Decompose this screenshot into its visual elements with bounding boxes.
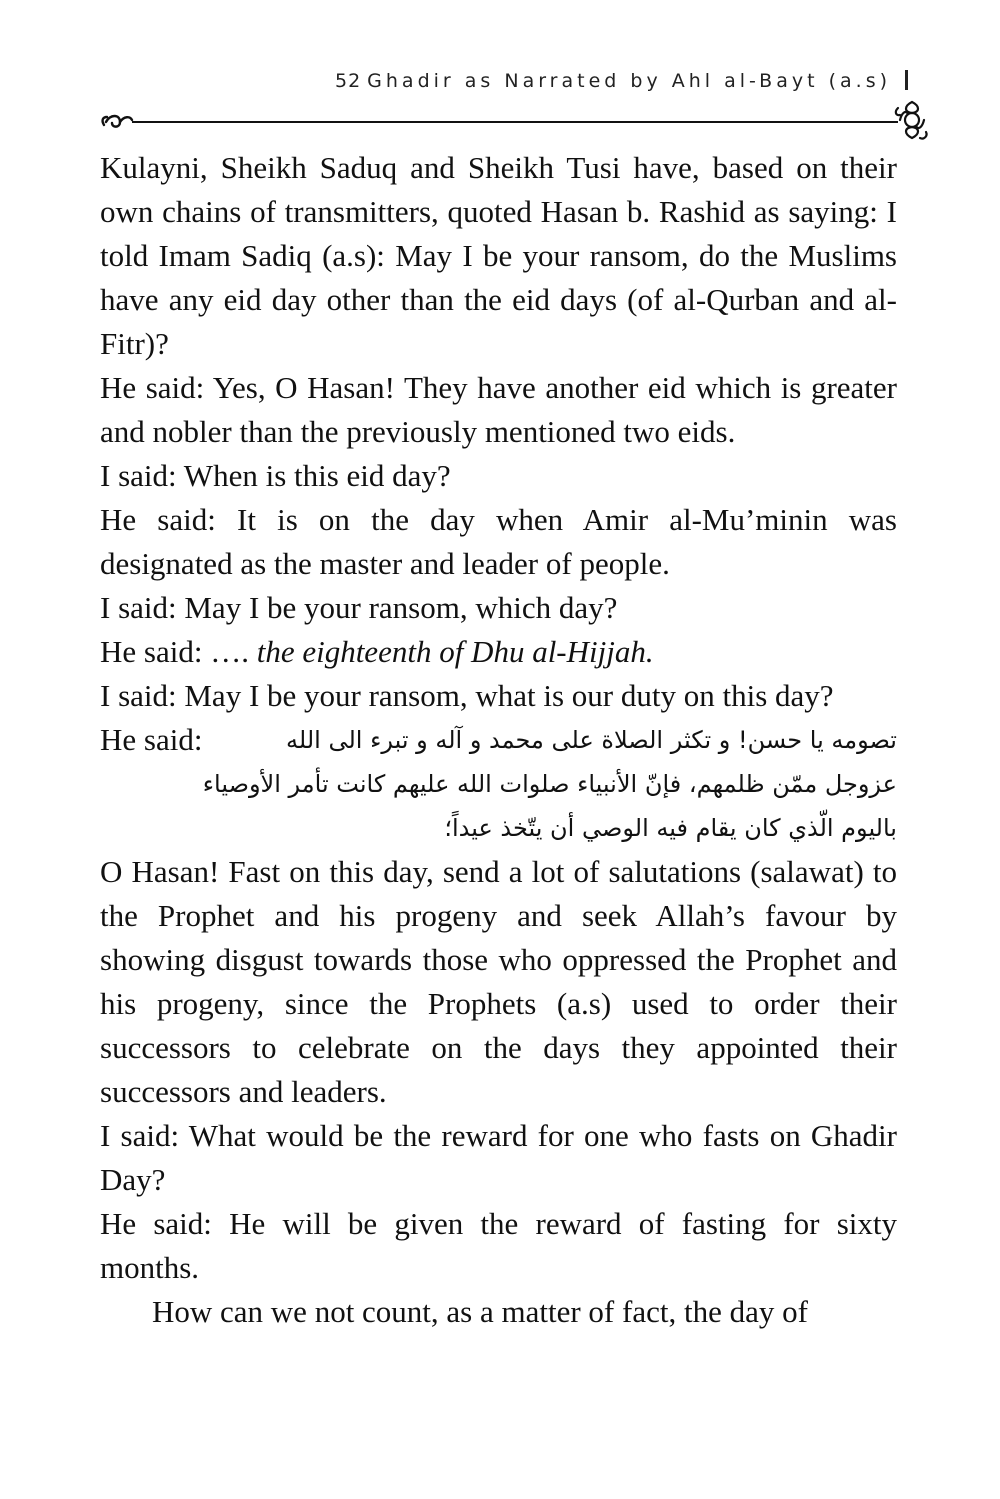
paragraph-question-4: I said: May I be your ransom, what is our duty on this day? bbox=[100, 678, 834, 713]
arabic-quotation bbox=[100, 718, 897, 850]
reply-3-italic: the eighteenth of Dhu al-Hijjah. bbox=[256, 634, 654, 669]
paragraph-intro: Kulayni, Sheikh Saduq and Sheikh Tusi have, based on their own chains of transmitters, quoted Hasan b. Rashid as saying: I told Imam Sadiq (a.s): May I be your ransom, do the Muslims have any eid day other than the eid days (of al-Qurban and al-Fitr)? bbox=[100, 150, 897, 361]
paragraph-reply-5: He said: He will be given the reward of fasting for sixty months. bbox=[100, 1206, 897, 1285]
paragraph-translation: O Hasan! Fast on this day, send a lot of salutations (salawat) to the Prophet and his progeny and seek Allah’s favour by showing disgust towards those who oppressed the Prophet and his progeny, since the Prophets (a.s) used to order their successors to celebrate on the days they appointed their successors and leaders. bbox=[100, 854, 897, 1109]
page-number: 52 bbox=[334, 70, 362, 92]
running-header bbox=[100, 70, 908, 98]
header-bar bbox=[905, 70, 908, 90]
arabic-text-1: تصومه يا حسن! و تكثر الصلاة على محمد و آله و تبرء الى الله bbox=[286, 726, 897, 754]
arabic-line-2: عزوجل ممّن ظلمهم، فإنّ الأنبياء صلوات الله عليهم كانت تأمر الأوصياء bbox=[202, 770, 897, 798]
paragraph-question-5: I said: What would be the reward for one who fasts on Ghadir Day? bbox=[100, 1118, 897, 1197]
paragraph-closing: How can we not count, as a matter of fact, the day of bbox=[152, 1294, 808, 1329]
floral-flourish-icon bbox=[103, 116, 132, 127]
paragraph-question-3: I said: May I be your ransom, which day? bbox=[100, 590, 618, 625]
running-title: Ghadir as Narrated by Ahl al-Bayt (a.s) bbox=[367, 70, 891, 92]
reply-3-prefix: He said: …. bbox=[100, 634, 257, 669]
paragraph-reply-2: He said: It is on the day when Amir al-Mu’minin was designated as the master and leader of people. bbox=[100, 502, 897, 581]
paragraph-reply-3 bbox=[100, 630, 897, 674]
header-divider bbox=[98, 98, 930, 144]
paragraph-question-2: I said: When is this eid day? bbox=[100, 458, 451, 493]
arabic-line-3: باليوم الّذي كان يقام فيه الوصي أن يتّخذ عيداً؛ bbox=[444, 814, 897, 842]
arabic-line-1 bbox=[100, 718, 897, 762]
paragraph-reply-1: He said: Yes, O Hasan! They have another eid which is greater and nobler than the previously mentioned two eids. bbox=[100, 370, 897, 449]
page-body bbox=[100, 146, 897, 1334]
arabic-quote-label: He said: bbox=[100, 722, 203, 757]
floral-knot-icon bbox=[896, 102, 927, 139]
